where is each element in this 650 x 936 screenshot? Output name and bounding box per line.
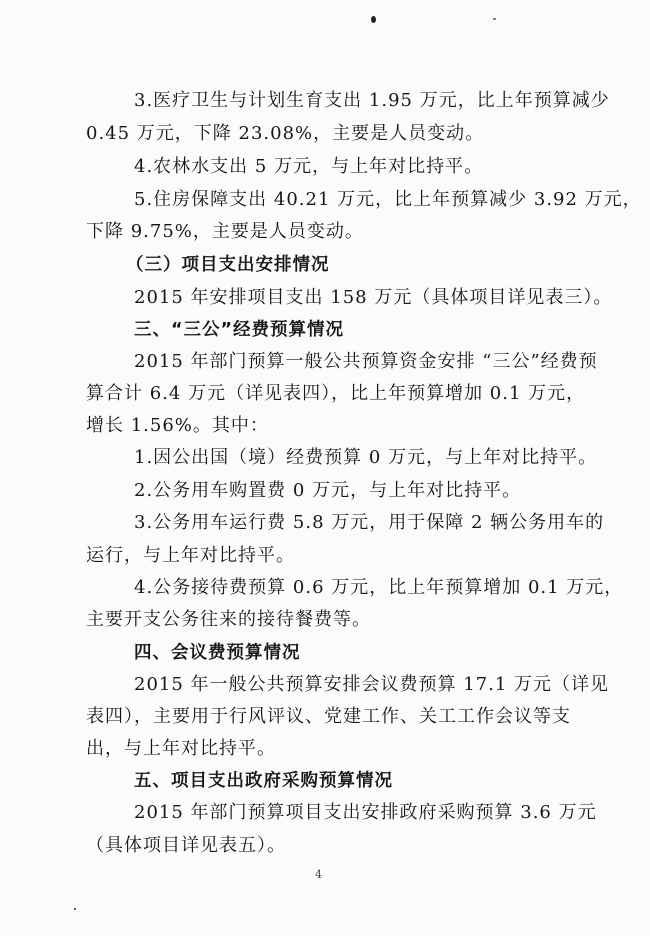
text-line: 3.医疗卫生与计划生育支出 1.95 万元，比上年预算减少 [134,90,610,111]
section-heading: 五、项目支出政府采购预算情况 [134,771,393,791]
text-line: 2.公务用车购置费 0 万元，与上年对比持平。 [134,480,522,501]
section-heading: 四、会议费预算情况 [134,643,301,663]
text-line: 下降 9.75%，主要是人员变动。 [86,221,364,242]
text-line: 1.因公出国（境）经费预算 0 万元，与上年对比持平。 [134,447,598,468]
text-line: （具体项目详见表五）。 [86,835,286,856]
text-line: 2015 年部门预算项目支出安排政府采购预算 3.6 万元 [134,802,597,823]
text-line: 2015 年一般公共预算安排会议费预算 17.1 万元（详见 [134,674,610,695]
text-line: 4.公务接待费预算 0.6 万元，比上年预算增加 0.1 万元， [134,577,624,598]
text-line: 3.公务用车运行费 5.8 万元，用于保障 2 辆公务用车的 [134,512,605,533]
section-heading: （三）项目支出安排情况 [126,255,330,275]
page-number: 4 [315,868,322,881]
text-line: 算合计 6.4 万元（详见表四），比上年预算增加 0.1 万元， [86,383,586,404]
text-line: 5.住房保障支出 40.21 万元，比上年预算减少 3.92 万元， [134,189,642,210]
text-line: 增长 1.56%。其中： [86,415,269,436]
text-line: 2015 年安排项目支出 158 万元（具体项目详见表三）。 [134,287,613,308]
text-line: 表四），主要用于行风评议、党建工作、关工工作会议等支 [86,706,571,727]
text-line: 主要开支公务往来的接待餐费等。 [86,609,371,630]
section-heading: 三、“三公”经费预算情况 [134,320,345,340]
scan-speck [371,16,376,23]
text-line: 运行，与上年对比持平。 [86,545,295,566]
text-line: 出，与上年对比持平。 [86,738,276,759]
text-line: 4.农林水支出 5 万元，与上年对比持平。 [134,156,484,177]
text-line: 0.45 万元，下降 23.08%，主要是人员变动。 [86,123,485,144]
scan-speck [74,908,76,910]
text-line: 2015 年部门预算一般公共预算资金安排 “三公”经费预 [134,351,598,372]
scan-speck [493,18,496,20]
